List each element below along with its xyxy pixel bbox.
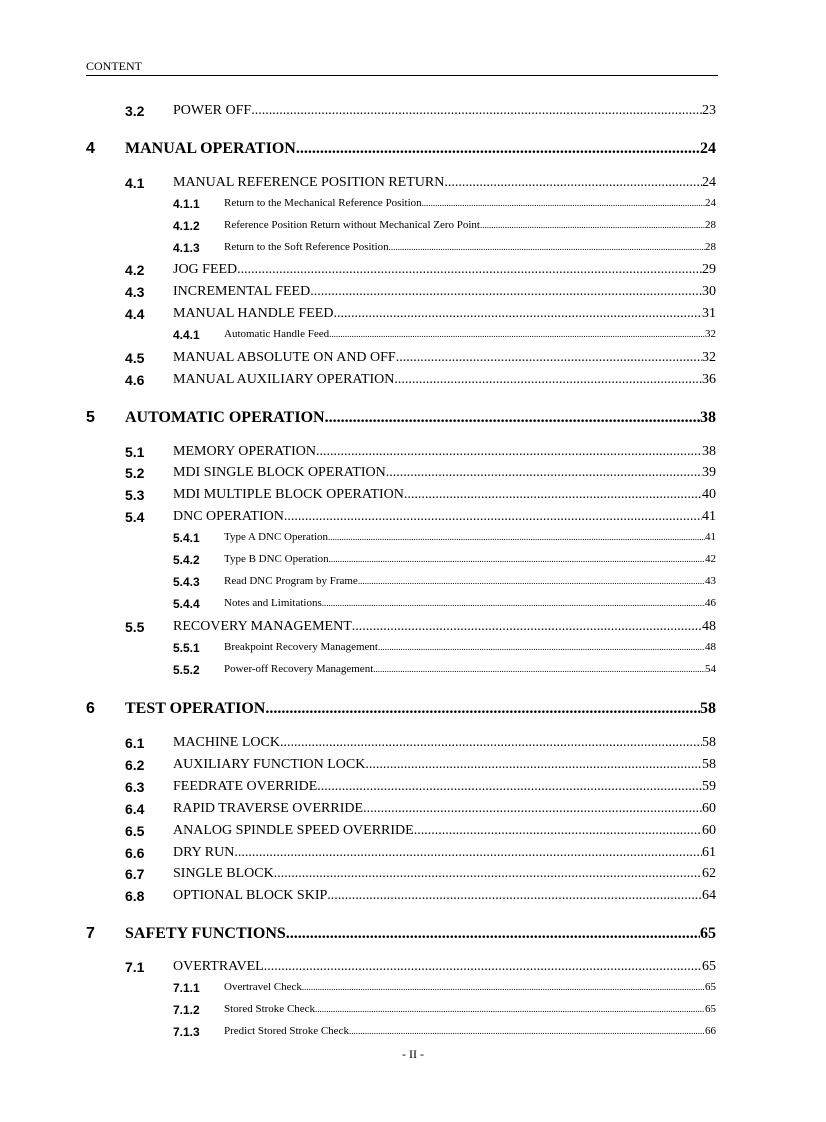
toc-subsection-entry[interactable] [173, 663, 716, 675]
toc-entry-number: 4.4.1 [173, 328, 200, 342]
toc-entry-page: 60 [702, 823, 716, 838]
toc-entry-page: 60 [702, 801, 716, 816]
toc-dot-leader [328, 532, 705, 542]
toc-entry-title: SAFETY FUNCTIONS [125, 925, 286, 942]
toc-entry-page: 39 [702, 465, 716, 480]
toc-entry-page: 61 [702, 845, 716, 860]
toc-entry-number: 4.3 [125, 284, 145, 300]
toc-entry-number: 5.4.1 [173, 531, 200, 545]
toc-entry-page: 32 [705, 328, 716, 340]
toc-entry-title: MANUAL REFERENCE POSITION RETURN [173, 175, 445, 190]
toc-entry-title: MACHINE LOCK [173, 735, 280, 750]
toc-entry-title: Predict Stored Stroke Check [224, 1025, 349, 1037]
toc-entry-number: 5.4.2 [173, 553, 200, 567]
toc-dot-leader [251, 103, 702, 119]
toc-dot-leader [329, 554, 705, 564]
toc-entry-page: 46 [705, 597, 716, 609]
toc-dot-leader [378, 642, 705, 652]
toc-section-entry[interactable] [125, 350, 716, 366]
toc-subsection-entry[interactable] [173, 641, 716, 653]
toc-dot-leader [352, 619, 702, 635]
toc-entry-number: 5.2 [125, 465, 145, 481]
toc-dot-leader [480, 220, 705, 230]
toc-dot-leader [394, 372, 702, 388]
toc-section-entry[interactable] [125, 306, 716, 322]
toc-entry-page: 29 [702, 262, 716, 277]
toc-entry-number: 7.1.1 [173, 981, 200, 995]
toc-subsection-entry[interactable] [173, 1003, 716, 1015]
toc-entry-title: Stored Stroke Check [224, 1003, 316, 1015]
toc-entry-number: 6.1 [125, 735, 145, 751]
toc-entry-number: 5.4.4 [173, 597, 200, 611]
toc-section-entry[interactable] [125, 959, 716, 975]
toc-dot-leader [373, 664, 705, 674]
toc-entry-number: 4.1.1 [173, 197, 200, 211]
toc-entry-number: 5.3 [125, 487, 145, 503]
toc-entry-number: 7 [86, 925, 95, 942]
toc-entry-title: Type A DNC Operation [224, 531, 329, 543]
toc-entry-title: Power-off Recovery Management [224, 663, 374, 675]
toc-entry-page: 32 [702, 350, 716, 365]
toc-section-entry[interactable] [125, 757, 716, 773]
toc-entry-title: Return to the Mechanical Reference Position [224, 197, 422, 209]
toc-dot-leader [444, 175, 702, 191]
toc-dot-leader [310, 284, 702, 300]
toc-dot-leader [333, 306, 702, 322]
toc-entry-title: Overtravel Check [224, 981, 302, 993]
toc-entry-number: 6.2 [125, 757, 145, 773]
toc-entry-page: 38 [700, 409, 716, 426]
toc-entry-number: 4.1 [125, 175, 145, 191]
toc-chapter-entry[interactable] [86, 140, 716, 158]
toc-entry-title: MDI MULTIPLE BLOCK OPERATION [173, 487, 404, 502]
toc-entry-page: 41 [705, 531, 716, 543]
toc-entry-page: 31 [702, 306, 716, 321]
toc-entry-title: JOG FEED [173, 262, 238, 277]
toc-entry-title: MEMORY OPERATION [173, 444, 316, 459]
toc-entry-title: RECOVERY MANAGEMENT [173, 619, 352, 634]
toc-entry-title: Return to the Soft Reference Position [224, 241, 389, 253]
toc-chapter-entry[interactable] [86, 700, 716, 718]
toc-entry-page: 58 [700, 700, 716, 717]
toc-dot-leader [315, 1004, 705, 1014]
toc-entry-title: Type B DNC Operation [224, 553, 329, 565]
toc-dot-leader [284, 509, 702, 525]
toc-entry-number: 3.2 [125, 103, 145, 119]
toc-entry-page: 30 [702, 284, 716, 299]
toc-dot-leader [274, 866, 702, 882]
toc-entry-number: 4.6 [125, 372, 145, 388]
toc-entry-title: AUTOMATIC OPERATION [125, 409, 325, 426]
toc-dot-leader [349, 1026, 705, 1036]
toc-entry-title: DNC OPERATION [173, 509, 284, 524]
toc-section-entry[interactable] [125, 845, 716, 861]
toc-entry-page: 66 [705, 1025, 716, 1037]
toc-dot-leader [389, 242, 705, 252]
toc-entry-page: 62 [702, 866, 716, 881]
toc-section-entry[interactable] [125, 444, 716, 460]
toc-section-entry[interactable] [125, 866, 716, 882]
toc-subsection-entry[interactable] [173, 981, 716, 993]
toc-entry-title: AUXILIARY FUNCTION LOCK [173, 757, 366, 772]
toc-entry-page: 24 [705, 197, 716, 209]
toc-entry-number: 5.1 [125, 444, 145, 460]
toc-chapter-entry[interactable] [86, 925, 716, 943]
toc-subsection-entry[interactable] [173, 553, 716, 565]
toc-entry-page: 59 [702, 779, 716, 794]
toc-entry-number: 6.6 [125, 845, 145, 861]
toc-entry-page: 48 [702, 619, 716, 634]
toc-entry-number: 4.5 [125, 350, 145, 366]
toc-entry-number: 7.1.3 [173, 1025, 200, 1039]
toc-dot-leader [265, 700, 700, 718]
toc-entry-title: MDI SINGLE BLOCK OPERATION [173, 465, 386, 480]
toc-section-entry[interactable] [125, 801, 716, 817]
toc-entry-title: Automatic Handle Feed [224, 328, 330, 340]
toc-entry-title: MANUAL HANDLE FEED [173, 306, 334, 321]
toc-dot-leader [317, 779, 702, 795]
toc-dot-leader [296, 140, 700, 158]
toc-entry-number: 5.4 [125, 509, 145, 525]
toc-dot-leader [286, 925, 700, 943]
toc-subsection-entry[interactable] [173, 328, 716, 340]
toc-dot-leader [404, 487, 702, 503]
toc-section-entry[interactable] [125, 262, 716, 278]
toc-entry-number: 6.3 [125, 779, 145, 795]
toc-subsection-entry[interactable] [173, 531, 716, 543]
toc-entry-title: RAPID TRAVERSE OVERRIDE [173, 801, 364, 816]
toc-entry-title: MANUAL OPERATION [125, 140, 296, 157]
toc-entry-page: 54 [705, 663, 716, 675]
toc-entry-number: 5.5.1 [173, 641, 200, 655]
toc-entry-number: 6.5 [125, 823, 145, 839]
toc-dot-leader [329, 329, 705, 339]
toc-section-entry[interactable] [125, 823, 716, 839]
toc-entry-number: 6.8 [125, 888, 145, 904]
toc-dot-leader [386, 465, 702, 481]
toc-dot-leader [237, 262, 702, 278]
toc-section-entry[interactable] [125, 487, 716, 503]
toc-entry-title: OPTIONAL BLOCK SKIP [173, 888, 328, 903]
toc-entry-title: TEST OPERATION [125, 700, 266, 717]
toc-entry-number: 7.1.2 [173, 1003, 200, 1017]
toc-section-entry[interactable] [125, 284, 716, 300]
toc-chapter-entry[interactable] [86, 409, 716, 427]
toc-dot-leader [365, 757, 702, 773]
toc-dot-leader [363, 801, 702, 817]
toc-entry-title: DRY RUN [173, 845, 235, 860]
toc-entry-title: SINGLE BLOCK [173, 866, 274, 881]
toc-entry-number: 5.5 [125, 619, 145, 635]
toc-entry-number: 5 [86, 409, 95, 426]
toc-dot-leader [422, 198, 705, 208]
toc-entry-number: 4 [86, 140, 95, 157]
toc-entry-page: 38 [702, 444, 716, 459]
toc-dot-leader [264, 959, 702, 975]
toc-entry-number: 6 [86, 700, 95, 717]
running-header: CONTENT [86, 58, 718, 76]
toc-dot-leader [316, 444, 702, 460]
toc-entry-page: 41 [702, 509, 716, 524]
toc-entry-title: Read DNC Program by Frame [224, 575, 358, 587]
toc-section-entry[interactable] [125, 779, 716, 795]
toc-entry-page: 64 [702, 888, 716, 903]
toc-entry-title: Reference Position Return without Mechanical Zero Point [224, 219, 480, 231]
toc-subsection-entry[interactable] [173, 197, 716, 209]
toc-entry-page: 43 [705, 575, 716, 587]
toc-entry-page: 40 [702, 487, 716, 502]
toc-entry-number: 6.4 [125, 801, 145, 817]
toc-dot-leader [396, 350, 702, 366]
toc-dot-leader [280, 735, 702, 751]
toc-entry-number: 6.7 [125, 866, 145, 882]
toc-entry-title: OVERTRAVEL [173, 959, 264, 974]
toc-entry-title: Notes and Limitations [224, 597, 322, 609]
toc-entry-number: 4.4 [125, 306, 145, 322]
toc-entry-title: ANALOG SPINDLE SPEED OVERRIDE [173, 823, 414, 838]
toc-entry-page: 65 [705, 1003, 716, 1015]
toc-entry-page: 65 [702, 959, 716, 974]
toc-dot-leader [302, 982, 705, 992]
toc-section-entry[interactable] [125, 619, 716, 635]
toc-dot-leader [414, 823, 702, 839]
toc-entry-title: FEEDRATE OVERRIDE [173, 779, 318, 794]
toc-entry-page: 42 [705, 553, 716, 565]
toc-entry-page: 36 [702, 372, 716, 387]
toc-section-entry[interactable] [125, 735, 716, 751]
toc-entry-page: 65 [700, 925, 716, 942]
toc-entry-page: 65 [705, 981, 716, 993]
toc-dot-leader [322, 598, 705, 608]
toc-subsection-entry[interactable] [173, 1025, 716, 1037]
toc-entry-page: 28 [705, 241, 716, 253]
page-number: - II - [402, 1047, 424, 1061]
toc-entry-page: 24 [700, 140, 716, 157]
toc-entry-page: 24 [702, 175, 716, 190]
toc-subsection-entry[interactable] [173, 575, 716, 587]
toc-entry-number: 5.4.3 [173, 575, 200, 589]
toc-entry-title: MANUAL ABSOLUTE ON AND OFF [173, 350, 396, 365]
toc-section-entry[interactable] [125, 372, 716, 388]
toc-subsection-entry[interactable] [173, 597, 716, 609]
toc-dot-leader [325, 409, 700, 427]
toc-section-entry[interactable] [125, 888, 716, 904]
toc-entry-number: 5.5.2 [173, 663, 200, 677]
toc-entry-number: 4.1.2 [173, 219, 200, 233]
toc-entry-title: INCREMENTAL FEED [173, 284, 311, 299]
toc-entry-page: 58 [702, 735, 716, 750]
toc-entry-page: 58 [702, 757, 716, 772]
toc-subsection-entry[interactable] [173, 219, 716, 231]
toc-section-entry[interactable] [125, 465, 716, 481]
toc-entry-number: 4.2 [125, 262, 145, 278]
toc-section-entry[interactable] [125, 509, 716, 525]
toc-entry-page: 23 [702, 103, 716, 118]
toc-entry-title: POWER OFF [173, 103, 252, 118]
toc-entry-number: 7.1 [125, 959, 145, 975]
toc-entry-page: 48 [705, 641, 716, 653]
toc-entry-page: 28 [705, 219, 716, 231]
toc-dot-leader [234, 845, 702, 861]
toc-section-entry[interactable] [125, 103, 716, 119]
toc-subsection-entry[interactable] [173, 241, 716, 253]
toc-section-entry[interactable] [125, 175, 716, 191]
toc-entry-number: 4.1.3 [173, 241, 200, 255]
toc-entry-title: MANUAL AUXILIARY OPERATION [173, 372, 395, 387]
toc-dot-leader [358, 576, 705, 586]
toc-entry-title: Breakpoint Recovery Management [224, 641, 378, 653]
toc-dot-leader [327, 888, 702, 904]
